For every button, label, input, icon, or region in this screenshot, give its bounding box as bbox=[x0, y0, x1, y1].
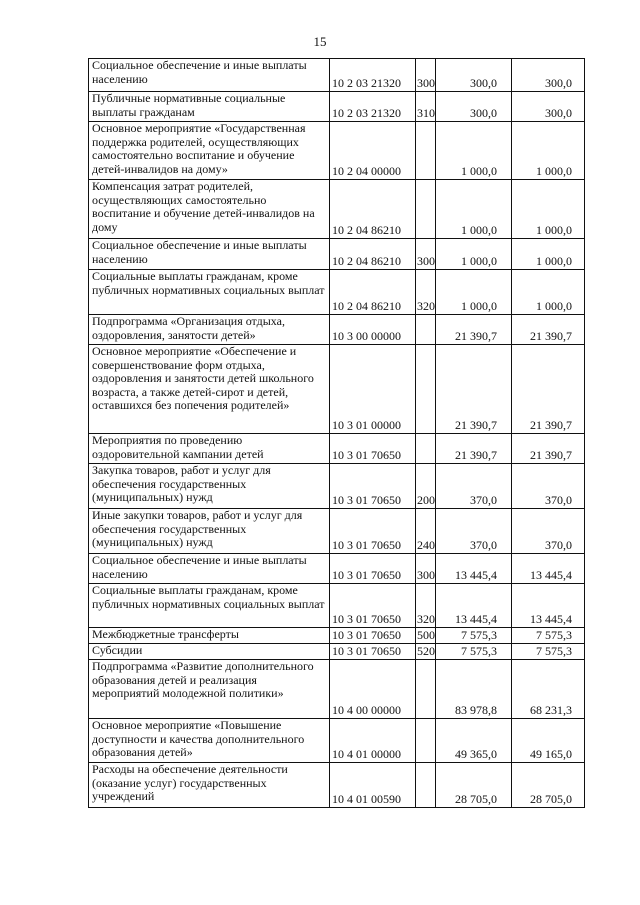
row-expense-type: 500 bbox=[417, 628, 435, 643]
row-description: Публичные нормативные социальные выплаты гражданам bbox=[89, 92, 330, 122]
table-row bbox=[89, 434, 585, 464]
row-sum-year-1: 1 000,0 bbox=[436, 270, 512, 315]
row-expense-type bbox=[416, 434, 436, 464]
table-row bbox=[89, 509, 585, 554]
row-description: Подпрограмма «Развитие дополнительного образования детей и реализация мероприятий молодежной политики» bbox=[89, 660, 330, 719]
table-row bbox=[89, 239, 585, 270]
row-classification-code: 10 3 01 70650 bbox=[330, 584, 416, 628]
row-expense-type bbox=[416, 315, 436, 345]
row-sum-year-1: 7 575,3 bbox=[436, 628, 512, 644]
row-expense-type: 520 bbox=[417, 644, 435, 659]
row-classification-code: 10 3 01 00000 bbox=[330, 345, 416, 434]
row-description: Социальное обеспечение и иные выплаты населению bbox=[89, 59, 330, 92]
table-row bbox=[89, 92, 585, 122]
row-expense-type: 300 bbox=[416, 239, 436, 270]
row-sum-year-2: 300,0 bbox=[512, 92, 585, 122]
table-row bbox=[89, 554, 585, 584]
row-sum-year-2: 28 705,0 bbox=[512, 763, 585, 808]
row-sum-year-1: 21 390,7 bbox=[436, 315, 512, 345]
row-sum-year-2: 13 445,4 bbox=[512, 554, 585, 584]
row-sum-year-1: 28 705,0 bbox=[436, 763, 512, 808]
row-sum-year-2: 1 000,0 bbox=[512, 122, 585, 180]
row-sum-year-2: 1 000,0 bbox=[512, 180, 585, 239]
row-sum-year-1: 21 390,7 bbox=[436, 434, 512, 464]
table-row bbox=[89, 628, 585, 644]
table-row bbox=[89, 59, 585, 92]
row-classification-code: 10 2 04 86210 bbox=[330, 180, 416, 239]
row-description: Социальные выплаты гражданам, кроме публичных нормативных социальных выплат bbox=[89, 270, 330, 315]
row-classification-code: 10 3 01 70650 bbox=[330, 644, 416, 660]
row-expense-type bbox=[416, 660, 436, 719]
row-classification-code: 10 2 03 21320 bbox=[330, 92, 416, 122]
row-sum-year-1: 13 445,4 bbox=[436, 554, 512, 584]
table-row bbox=[89, 584, 585, 628]
row-expense-type: 320 bbox=[416, 584, 436, 628]
row-sum-year-2: 7 575,3 bbox=[512, 628, 585, 644]
row-sum-year-1: 49 365,0 bbox=[436, 719, 512, 763]
row-expense-type: 310 bbox=[416, 92, 436, 122]
row-description: Основное мероприятие «Государственная поддержка родителей, осуществляющих самостоятельно воспитание и обучение детей-инвалидов на дому» bbox=[89, 122, 330, 180]
row-description: Закупка товаров, работ и услуг для обеспечения государственных (муниципальных) нужд bbox=[89, 464, 330, 509]
row-sum-year-1: 1 000,0 bbox=[436, 239, 512, 270]
row-expense-type: 200 bbox=[416, 464, 436, 509]
row-sum-year-1: 370,0 bbox=[436, 509, 512, 554]
row-classification-code: 10 3 01 70650 bbox=[330, 434, 416, 464]
row-description: Субсидии bbox=[89, 644, 330, 660]
row-classification-code: 10 3 01 70650 bbox=[330, 464, 416, 509]
page-number: 15 bbox=[313, 34, 327, 49]
row-sum-year-1: 1 000,0 bbox=[436, 122, 512, 180]
row-description: Социальные выплаты гражданам, кроме публичных нормативных социальных выплат bbox=[89, 584, 330, 628]
row-sum-year-1: 1 000,0 bbox=[436, 180, 512, 239]
row-sum-year-2: 68 231,3 bbox=[512, 660, 585, 719]
row-description: Основное мероприятие «Повышение доступности и качества дополнительного образования детей» bbox=[89, 719, 330, 763]
row-expense-type bbox=[416, 719, 436, 763]
row-sum-year-2: 21 390,7 bbox=[512, 315, 585, 345]
row-sum-year-2: 1 000,0 bbox=[512, 270, 585, 315]
row-sum-year-1: 7 575,3 bbox=[436, 644, 512, 660]
row-classification-code: 10 4 00 00000 bbox=[330, 660, 416, 719]
row-expense-type: 240 bbox=[416, 509, 436, 554]
table-row bbox=[89, 315, 585, 345]
row-sum-year-2: 21 390,7 bbox=[512, 345, 585, 434]
table-row bbox=[89, 719, 585, 763]
row-classification-code: 10 3 01 70650 bbox=[330, 628, 416, 644]
row-expense-type: 320 bbox=[416, 270, 436, 315]
row-expense-type bbox=[416, 345, 436, 434]
row-description: Компенсация затрат родителей, осуществляющих самостоятельно воспитание и обучение детей-инвалидов на дому bbox=[89, 180, 330, 239]
row-sum-year-2: 7 575,3 bbox=[512, 644, 585, 660]
row-expense-type bbox=[416, 122, 436, 180]
row-classification-code: 10 4 01 00000 bbox=[330, 719, 416, 763]
row-expense-type: 300 bbox=[416, 59, 436, 92]
row-classification-code: 10 3 01 70650 bbox=[330, 509, 416, 554]
table-row bbox=[89, 763, 585, 808]
row-classification-code: 10 2 03 21320 bbox=[330, 59, 416, 92]
row-sum-year-1: 21 390,7 bbox=[436, 345, 512, 434]
row-sum-year-2: 21 390,7 bbox=[512, 434, 585, 464]
row-description: Социальное обеспечение и иные выплаты населению bbox=[89, 239, 330, 270]
table-row bbox=[89, 660, 585, 719]
row-sum-year-2: 13 445,4 bbox=[512, 584, 585, 628]
row-sum-year-2: 1 000,0 bbox=[512, 239, 585, 270]
table-row bbox=[89, 122, 585, 180]
row-sum-year-1: 300,0 bbox=[436, 92, 512, 122]
row-description: Межбюджетные трансферты bbox=[89, 628, 330, 644]
row-classification-code: 10 2 04 86210 bbox=[330, 239, 416, 270]
row-description: Подпрограмма «Организация отдыха, оздоровления, занятости детей» bbox=[89, 315, 330, 345]
row-sum-year-2: 49 165,0 bbox=[512, 719, 585, 763]
row-sum-year-1: 300,0 bbox=[436, 59, 512, 92]
row-sum-year-2: 370,0 bbox=[512, 464, 585, 509]
row-expense-type: 300 bbox=[416, 554, 436, 584]
table-row bbox=[89, 644, 585, 660]
row-sum-year-1: 13 445,4 bbox=[436, 584, 512, 628]
row-description: Иные закупки товаров, работ и услуг для обеспечения государственных (муниципальных) нужд bbox=[89, 509, 330, 554]
budget-table bbox=[88, 58, 585, 808]
row-classification-code: 10 2 04 86210 bbox=[330, 270, 416, 315]
row-classification-code: 10 2 04 00000 bbox=[330, 122, 416, 180]
table-row bbox=[89, 270, 585, 315]
row-description: Социальное обеспечение и иные выплаты населению bbox=[89, 554, 330, 584]
row-description: Расходы на обеспечение деятельности (оказание услуг) государственных учреждений bbox=[89, 763, 330, 808]
table-row bbox=[89, 345, 585, 434]
row-description: Основное мероприятие «Обеспечение и совершенствование форм отдыха, оздоровления и занятости детей школьного возраста, а также детей-сирот и детей, оставшихся без попечения родителей» bbox=[89, 345, 330, 434]
row-sum-year-1: 83 978,8 bbox=[436, 660, 512, 719]
row-expense-type bbox=[416, 180, 436, 239]
budget-table-body bbox=[89, 59, 585, 808]
row-classification-code: 10 4 01 00590 bbox=[330, 763, 416, 808]
row-classification-code: 10 3 00 00000 bbox=[330, 315, 416, 345]
row-expense-type bbox=[416, 763, 436, 808]
row-description: Мероприятия по проведению оздоровительной кампании детей bbox=[89, 434, 330, 464]
row-sum-year-2: 300,0 bbox=[512, 59, 585, 92]
table-row bbox=[89, 464, 585, 509]
row-sum-year-2: 370,0 bbox=[512, 509, 585, 554]
table-row bbox=[89, 180, 585, 239]
row-classification-code: 10 3 01 70650 bbox=[330, 554, 416, 584]
row-sum-year-1: 370,0 bbox=[436, 464, 512, 509]
